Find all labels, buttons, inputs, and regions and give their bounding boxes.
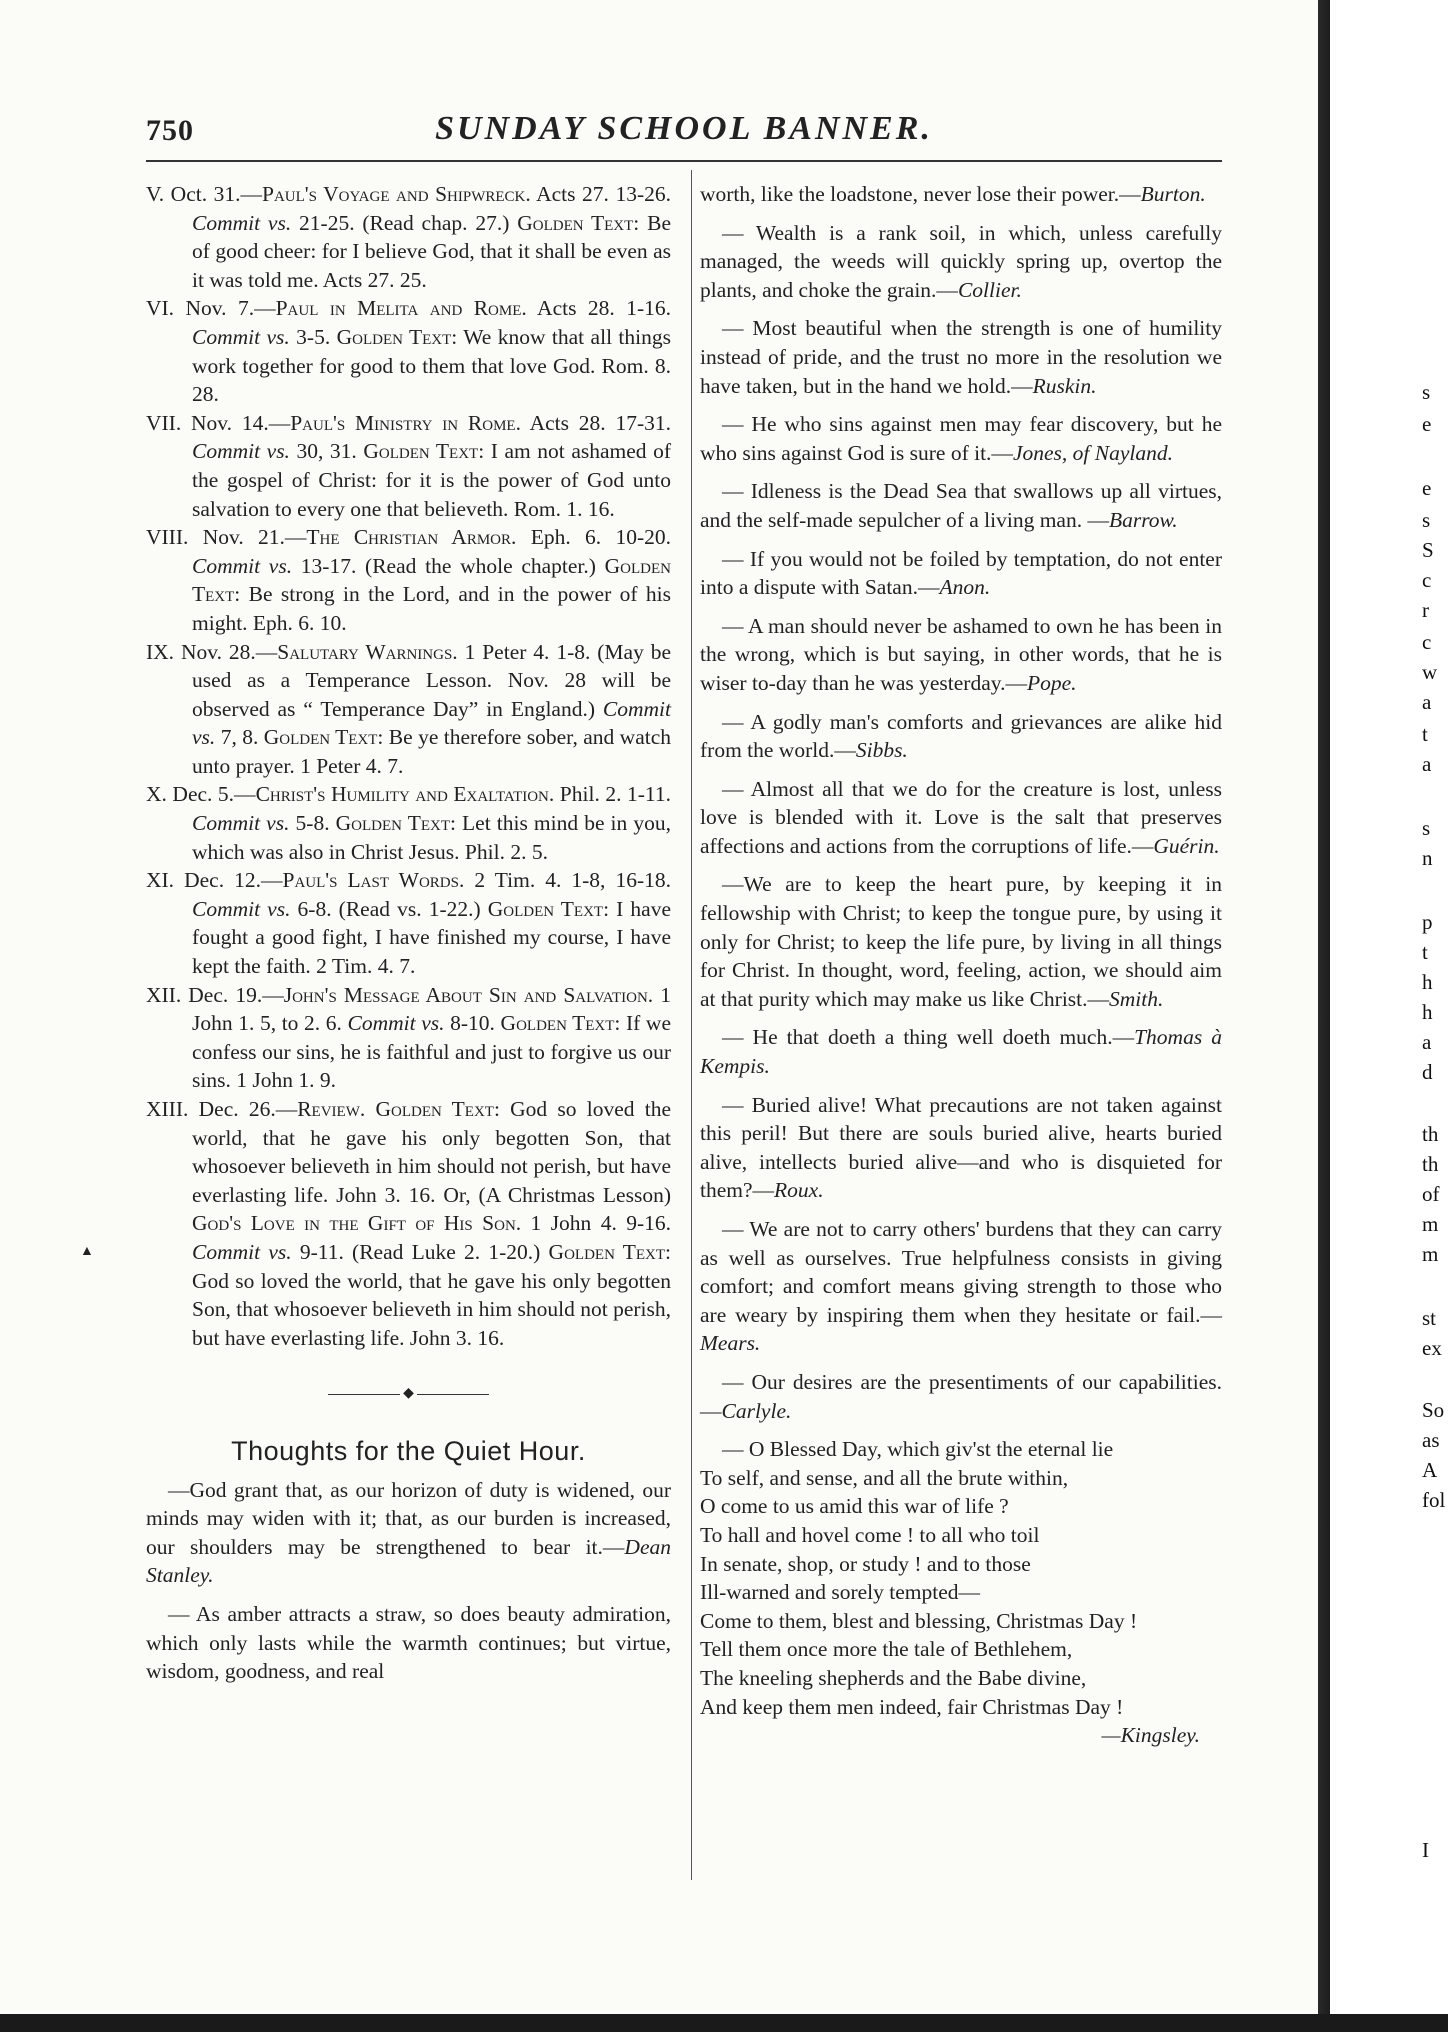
- thought-author: Thomas à Kempis.: [700, 1025, 1222, 1079]
- thought-item: — Our desires are the presentiments of our capabilities.—Carlyle.: [700, 1369, 1222, 1423]
- bleed-fragment: S: [1422, 538, 1434, 562]
- bleed-fragment: a: [1422, 690, 1432, 714]
- thought-item: — As amber attracts a straw, so does beauty admiration, which only lasts while the warmth continues; but virtue, wisdom, goodness, and real: [146, 1601, 671, 1684]
- poem-line: O come to us amid this war of life ?: [700, 1494, 1009, 1519]
- thoughts-right: [700, 180, 1222, 1425]
- column-divider: [691, 170, 692, 1880]
- thought-item: worth, like the loadstone, never lose their power.—Burton.: [700, 182, 1206, 206]
- bleed-fragment: r: [1422, 598, 1429, 622]
- bleed-fragment: A: [1422, 1458, 1438, 1482]
- left-column: [146, 180, 671, 1696]
- poem-line: Tell them once more the tale of Bethlehem,: [700, 1637, 1073, 1662]
- lesson-item: V. Oct. 31.—Paul's Voyage and Shipwreck. Acts 27. 13-26. Commit vs. 21-25. (Read chap. 27.) Golden Text: Be of good cheer: for I believe God, that it shall be even as it was told me. Acts 27. 25.: [146, 182, 671, 292]
- thought-item: —We are to keep the heart pure, by keeping it in fellowship with Christ; to keep the tongue pure, by using it only for Christ; to keep the life pure, by living in all things for Christ. In thought, word, feeling, action, we should aim at that purity which may make us like Christ.—Smith.: [700, 872, 1222, 1011]
- thought-item: — He that doeth a thing well doeth much.—Thomas à Kempis.: [700, 1025, 1222, 1079]
- lesson-item: VI. Nov. 7.—Paul in Melita and Rome. Acts 28. 1-16. Commit vs. 3-5. Golden Text: We know that all things work together for good to them that love God. Rom. 8. 28.: [146, 296, 672, 407]
- lesson-list: [146, 180, 671, 1095]
- thought-author: Barrow.: [1108, 507, 1178, 532]
- bleed-fragment: a: [1422, 752, 1432, 776]
- bleed-fragment: ex: [1422, 1336, 1442, 1360]
- bleed-fragment: h: [1422, 1000, 1433, 1024]
- bleed-fragment: n: [1422, 846, 1433, 870]
- bleed-fragment: t: [1422, 722, 1428, 746]
- poem-line: In senate, shop, or study ! and to those: [700, 1551, 1031, 1576]
- thought-author: Jones, of Nayland.: [1012, 440, 1173, 465]
- bleed-fragment: c: [1422, 568, 1432, 592]
- thought-author: Ruskin.: [1032, 373, 1097, 398]
- thought-item: — Most beautiful when the strength is one of humility instead of pride, and the trust no more in the resolution we have taken, but in the hand we hold.—Ruskin.: [700, 316, 1222, 398]
- poem-line: The kneeling shepherds and the Babe divine,: [700, 1665, 1087, 1690]
- lesson-item: XII. Dec. 19.—John's Message About Sin and Salvation. 1 John 1. 5, to 2. 6. Commit vs. 8-10. Golden Text: If we confess our sins, he is faithful and just to forgive us our sins. 1 John 1. 9.: [146, 982, 672, 1093]
- thought-author: Smith.: [1109, 986, 1164, 1011]
- lesson-item: VII. Nov. 14.—Paul's Ministry in Rome. Acts 28. 17-31. Commit vs. 30, 31. Golden Text: I am not ashamed of the gospel of Christ: for it is the power of God unto salvation to every one that believeth. Rom. 1. 16.: [146, 410, 672, 521]
- thought-author: Anon.: [939, 575, 991, 600]
- bleed-fragment: e: [1422, 412, 1432, 436]
- lesson-item: IX. Nov. 28.—Salutary Warnings. 1 Peter 4. 1-8. (May be used as a Temperance Lesson. Nov. 28 will be observed as “ Temperance Day” in England.) Commit vs. 7, 8. Golden Text: Be ye therefore sober, and watch unto prayer. 1 Peter 4. 7.: [146, 639, 672, 778]
- bleed-fragment: e: [1422, 476, 1432, 500]
- margin-mark-icon: ▲: [80, 1244, 94, 1259]
- bleed-fragment: fol: [1422, 1488, 1446, 1512]
- bleed-fragment: h: [1422, 970, 1433, 994]
- thought-item: — A godly man's comforts and grievances are alike hid from the world.—Sibbs.: [700, 709, 1222, 763]
- bleed-fragment: s: [1422, 816, 1431, 840]
- thought-item: — Wealth is a rank soil, in which, unless carefully managed, the weeds will quickly spring up, overtop the plants, and choke the grain.—Collier.: [700, 220, 1222, 302]
- thought-author: Sibbs.: [855, 738, 908, 763]
- bleed-fragment: m: [1422, 1212, 1439, 1236]
- bleed-fragment: I: [1422, 1838, 1429, 1862]
- bleed-fragment: w: [1422, 660, 1438, 684]
- page-header: [146, 110, 1222, 158]
- poem: [700, 1435, 1222, 1721]
- bleed-fragment: th: [1422, 1152, 1439, 1176]
- journal-title: SUNDAY SCHOOL BANNER.: [435, 110, 933, 147]
- poem-line: And keep them men indeed, fair Christmas Day !: [700, 1694, 1124, 1719]
- bleed-fragment: th: [1422, 1122, 1439, 1146]
- poem-line: To self, and sense, and all the brute within,: [700, 1465, 1069, 1490]
- poem-author: —Kingsley.: [1101, 1723, 1200, 1748]
- bleed-fragment: c: [1422, 630, 1432, 654]
- thought-item: —God grant that, as our horizon of duty is widened, our minds may widen with it; that, as our burden is increased, our shoulders may be strengthened to bear it.—Dean Stanley.: [146, 1477, 671, 1588]
- thought-author: Carlyle.: [721, 1398, 792, 1423]
- poem-line: To hall and hovel come ! to all who toil: [700, 1522, 1040, 1547]
- bleed-fragment: s: [1422, 508, 1431, 532]
- bleed-fragment: st: [1422, 1306, 1437, 1330]
- bleed-fragment: So: [1422, 1398, 1445, 1422]
- lesson-item: XIII. Dec. 26.—Review. Golden Text: God so loved the world, that he gave his only begotten Son, that whosoever believeth in him should not perish, but have everlasting life. John 3. 16. Or, (A Christmas Lesson) God's Love in the Gift of His Son. 1 John 4. 9-16. Commit vs. 9-11. (Read Luke 2. 1-20.) Golden Text: God so loved the world, that he gave his only begotten Son, that whosoever believeth in him should not perish, but have everlasting life. John 3. 16.: [146, 1097, 671, 1350]
- thought-item: — We are not to carry others' burdens that they can carry as well as ourselves. True helpfulness consists in giving comfort; and comfort means giving strength to those who are weary by inspiring them when they hesitate or fail.—Mears.: [700, 1217, 1222, 1356]
- header-rule: [146, 160, 1222, 162]
- thought-item: — Idleness is the Dead Sea that swallows up all virtues, and the self-made sepulcher of a living man. —Barrow.: [700, 479, 1222, 532]
- bleed-fragment: p: [1422, 910, 1433, 934]
- bleed-fragment: as: [1422, 1428, 1440, 1452]
- bleed-fragment: a: [1422, 1030, 1432, 1054]
- right-column: [700, 180, 1222, 1750]
- thought-item: — He who sins against men may fear discovery, but he who sins against God is sure of it.—Jones, of Nayland.: [700, 412, 1222, 465]
- poem-line: Ill-warned and sorely tempted—: [700, 1580, 981, 1605]
- thought-author: Collier.: [957, 277, 1022, 302]
- thought-author: Guérin.: [1153, 833, 1220, 858]
- lesson-item: VIII. Nov. 21.—The Christian Armor. Eph. 6. 10-20. Commit vs. 13-17. (Read the whole chapter.) Golden Text: Be strong in the Lord, and in the power of his might. Eph. 6. 10.: [146, 525, 672, 635]
- thought-item: — Buried alive! What precautions are not taken against this peril! But there are souls buried alive, hearts buried alive, intellects buried alive—and who is disquieted for them?—Roux.: [700, 1092, 1222, 1203]
- ornament-divider: ◆: [146, 1380, 671, 1409]
- thoughts-left: [146, 1476, 671, 1686]
- poem-line: Come to them, blest and blessing, Christmas Day !: [700, 1608, 1138, 1633]
- thought-author: Mears.: [700, 1331, 761, 1356]
- bleed-fragment: t: [1422, 940, 1428, 964]
- lesson-item: X. Dec. 5.—Christ's Humility and Exaltation. Phil. 2. 1-11. Commit vs. 5-8. Golden Text: Let this mind be in you, which was also in Christ Jesus. Phil. 2. 5.: [146, 782, 671, 864]
- bleed-fragment: of: [1422, 1182, 1440, 1206]
- thought-item: — If you would not be foiled by temptation, do not enter into a dispute with Satan.—Anon.: [700, 546, 1222, 600]
- bleed-fragment: s: [1422, 380, 1431, 404]
- scan-bottom-border: [0, 2014, 1448, 2032]
- thought-author: Burton.: [1140, 182, 1206, 206]
- page-number: 750: [146, 114, 194, 147]
- thought-author: Dean Stanley.: [146, 1534, 671, 1588]
- bleed-fragment: m: [1422, 1242, 1439, 1266]
- thought-item: — A man should never be ashamed to own he has been in the wrong, which is but saying, in other words, that he is wiser to-day than he was yesterday.—Pope.: [700, 613, 1222, 695]
- thought-author: Roux.: [774, 1178, 824, 1203]
- thought-item: — Almost all that we do for the creature is lost, unless love is blended with it. Love is the salt that preserves affections and actions from the corruptions of life.—Guérin.: [700, 776, 1222, 858]
- poem-line: — O Blessed Day, which giv'st the eternal lie: [722, 1437, 1114, 1462]
- bleed-fragment: d: [1422, 1060, 1433, 1084]
- thought-author: Pope.: [1026, 670, 1077, 695]
- lesson-item: XI. Dec. 12.—Paul's Last Words. 2 Tim. 4. 1-8, 16-18. Commit vs. 6-8. (Read vs. 1-22.) Golden Text: I have fought a good fight, I have finished my course, I have kept the faith. 2 Tim. 4. 7.: [146, 868, 672, 979]
- section-heading: Thoughts for the Quiet Hour.: [231, 1435, 586, 1466]
